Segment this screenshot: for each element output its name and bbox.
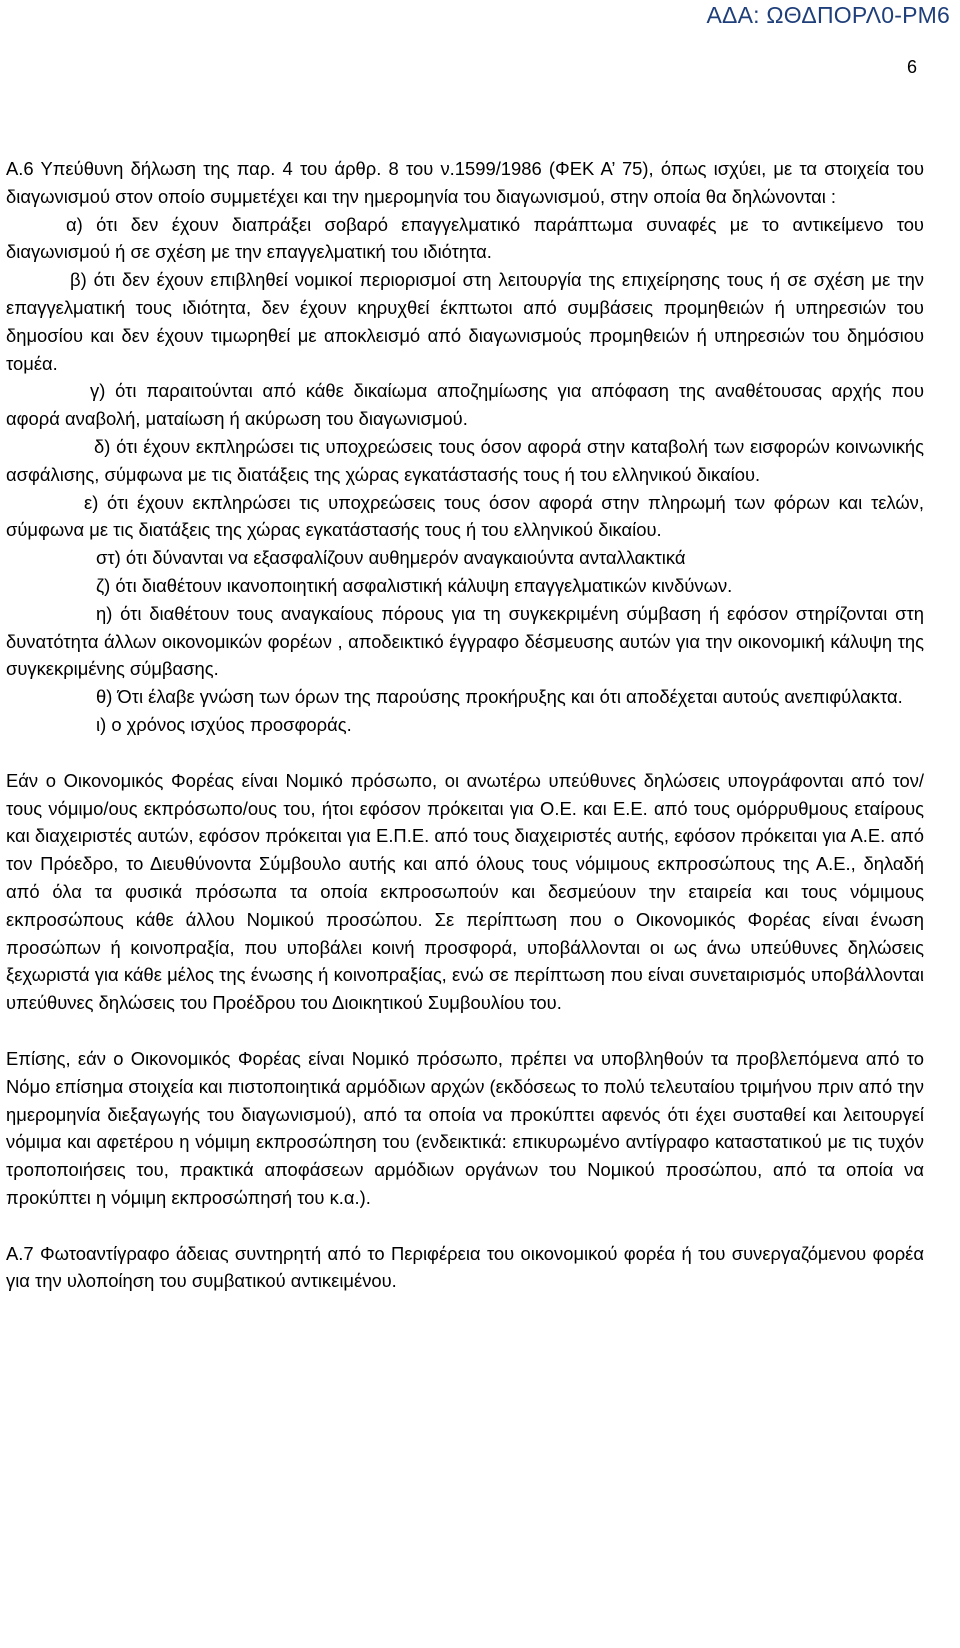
legal-entity-paragraph: Εάν ο Οικονομικός Φορέας είναι Νομικό πρόσωπο, οι ανωτέρω υπεύθυνες δηλώσεις υπογράφονται από τον/τους νόμιμο/ους εκπρόσωπο/ους του, ήτοι εφόσον πρόκειται για Ο.Ε. και Ε.Ε. από τους ομόρρυθμους εταίρους και διαχειριστές αυτών, εφόσον πρόκειται για Ε.Π.Ε. από τους διαχειριστές αυτής, εφόσον πρόκειται για Α.Ε. από τον Πρόεδρο, το Διευθύνοντα Σύμβουλο αυτής και από όλους τους νόμιμους εκπροσώπους της Α.Ε., δηλαδή από όλα τα φυσικά πρόσωπα τα οποία εκπροσωπούν και δεσμεύουν την εταιρεία και τους νόμιμους εκπροσώπους κάθε άλλου Νομικού προσώπου. Σε περίπτωση που ο Οικονομικός Φορέας είναι ένωση προσώπων ή κοινοπραξία, που υποβάλει κοινή προσφορά, υποβάλλονται οι ως άνω υπεύθυνες δηλώσεις ξεχωριστά για κάθε μέλος της ένωσης ή κοινοπραξίας, ενώ σε περίπτωση που είναι συνεταιρισμός υποβάλλονται υπεύθυνες δηλώσεις του Προέδρου του Διοικητικού Συμβουλίου του. (6, 769, 924, 1014)
list-item-d: δ) ότι έχουν εκπληρώσει τις υποχρεώσεις τους όσον αφορά στην καταβολή των εισφορών κοινωνικής ασφάλισης, σύμφωνα με τις διατάξεις της χώρας εγκατάστασής τους ή του ελληνικού δικαίου. (6, 435, 924, 485)
list-item-b: β) ότι δεν έχουν επιβληθεί νομικοί περιορισμοί στη λειτουργία της επιχείρησης τους ή σε σχέση με την επαγγελματική τους ιδιότητα, δεν έχουν κηρυχθεί έκπτωτοι από συμβάσεις προμηθειών ή υπηρεσιών του δημοσίου και δεν έχουν τιμωρηθεί με αποκλεισμό από διαγωνισμούς προμηθειών ή υπηρεσιών του δημόσιου τομέα. (6, 269, 924, 374)
section-a7: Α.7 Φωτοαντίγραφο άδειας συντηρητή από το Περιφέρεια του οικονομικού φορέα ή του συνεργαζόμενου φορέα για την υλοποίηση του συμβατικού αντικειμένου. (6, 1242, 924, 1292)
paragraph-gap (6, 739, 924, 767)
list-item-th: θ) Ότι έλαβε γνώση των όρων της παρούσης προκήρυξης και ότι αποδέχεται αυτούς ανεπιφύλακτα. (96, 686, 903, 708)
list-item-c: γ) ότι παραιτούνται από κάθε δικαίωμα αποζημίωσης για απόφαση της αναθέτουσας αρχής που αφορά αναβολή, ματαίωση ή ακύρωση του διαγωνισμού. (6, 380, 924, 430)
list-item-z: ζ) ότι διαθέτουν ικανοποιητική ασφαλιστική κάλυψη επαγγελματικών κινδύνων. (96, 574, 733, 596)
list-item-iota: ι) ο χρόνος ισχύος προσφοράς. (96, 713, 352, 735)
document-body (6, 155, 924, 1295)
paragraph-gap (6, 1212, 924, 1240)
list-item-st: στ) ότι δύνανται να εξασφαλίζουν αυθημερόν αναγκαιούντα ανταλλακτικά (96, 547, 686, 569)
paragraph-gap (6, 1017, 924, 1045)
list-item-i: η) ότι διαθέτουν τους αναγκαίους πόρους για τη συγκεκριμένη σύμβαση ή εφόσον στηρίζονται στη δυνατότητα άλλων οικονομικών φορέων , αποδεικτικό έγγραφο δέσμευσης αυτών για την οικονομική κάλυψη της συγκεκριμένης σύμβασης. (6, 602, 924, 680)
list-item-a: α) ότι δεν έχουν διαπράξει σοβαρό επαγγελματικό παράπτωμα συναφές με το αντικείμενο του διαγωνισμού ή σε σχέση με την επαγγελματική του ιδιότητα. (6, 213, 924, 263)
ada-code: ΑΔΑ: ΩΘΔΠΟΡΛ0-ΡΜ6 (706, 2, 950, 28)
documents-paragraph: Επίσης, εάν ο Οικονομικός Φορέας είναι Νομικό πρόσωπο, πρέπει να υποβληθούν τα προβλεπόμενα από το Νόμο επίσημα στοιχεία και πιστοποιητικά αρμόδιων αρχών (εκδόσεως το πολύ τελευταίου τριμήνου πριν από την ημερομηνία διεξαγωγής του διαγωνισμού), από τα οποία να προκύπτει αφενός ότι έχει συσταθεί και λειτουργεί νόμιμα και αφετέρου η νόμιμη εκπροσώπηση του (ενδεικτικά: επικυρωμένο αντίγραφο καταστατικού με τις τυχόν τροποποιήσεις του, πρακτικά αποφάσεων αρμόδιων οργάνων του Νομικού προσώπου, από τα οποία να προκύπτει η νόμιμη εκπροσώπησή του κ.α.). (6, 1047, 924, 1208)
list-item-e: ε) ότι έχουν εκπληρώσει τις υποχρεώσεις τους όσον αφορά στην πληρωμή των φόρων και τελών, σύμφωνα με τις διατάξεις της χώρας εγκατάστασής τους ή του ελληνικού δικαίου. (6, 491, 924, 541)
page-number: 6 (907, 57, 918, 77)
section-a6-intro: Α.6 Υπεύθυνη δήλωση της παρ. 4 του άρθρ. 8 του ν.1599/1986 (ΦΕΚ Α’ 75), όπως ισχύει, με τα στοιχεία του διαγωνισμού στον οποίο συμμετέχει και την ημερομηνία του διαγωνισμού, στην οποία θα δηλώνονται : (6, 158, 924, 207)
